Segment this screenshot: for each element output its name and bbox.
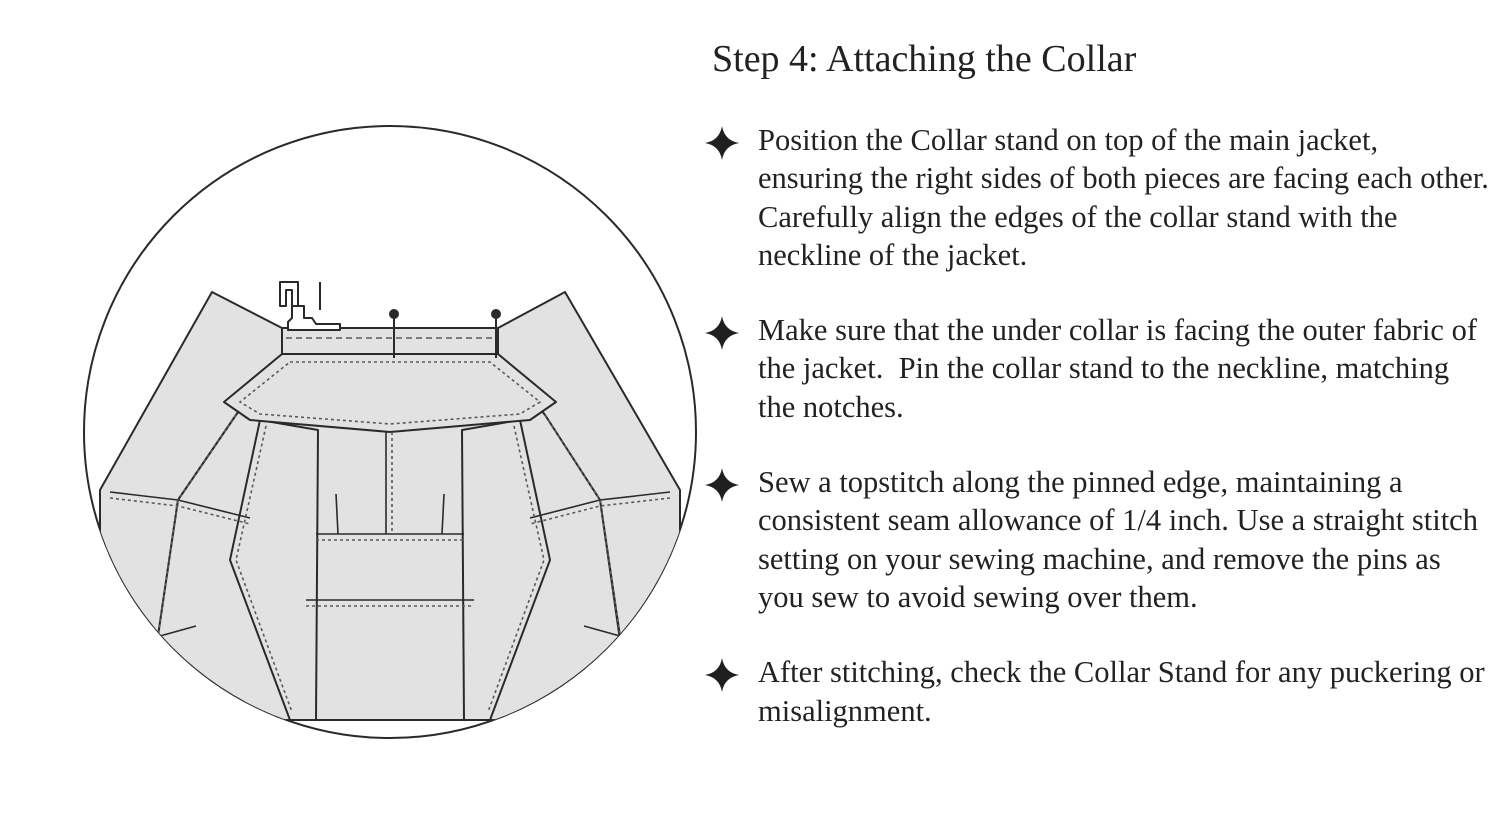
list-item (700, 653, 1490, 730)
page-title: Step 4: Attaching the Collar (712, 38, 1137, 80)
four-point-star-bullet-icon (704, 125, 740, 161)
four-point-star-bullet-icon (704, 315, 740, 351)
instruction-list (700, 121, 1490, 730)
under-collar (224, 354, 556, 432)
list-item (700, 121, 1490, 274)
collar-stand (282, 328, 498, 354)
four-point-star-bullet-icon (704, 657, 740, 693)
step-text: Make sure that the under collar is facing the outer fabric of the jacket. Pin the collar stand to the neckline, matching the notches. (758, 313, 1485, 424)
list-item (700, 463, 1490, 616)
list-item (700, 311, 1490, 426)
four-point-star-bullet-icon (704, 467, 740, 503)
step-text: Position the Collar stand on top of the main jacket, ensuring the right sides of both pieces are facing each other. Carefully align the edges of the collar stand with the neckline of the jacket. (758, 123, 1489, 272)
step-text: Sew a topstitch along the pinned edge, maintaining a consistent seam allowance of 1/4 inch. Use a straight stitch setting on your sewing machine, and remove the pins as you sew to avoid sewing over them. (758, 465, 1478, 614)
jacket-collar-illustration (80, 124, 702, 740)
step-text: After stitching, check the Collar Stand for any puckering or misalignment. (758, 655, 1485, 728)
